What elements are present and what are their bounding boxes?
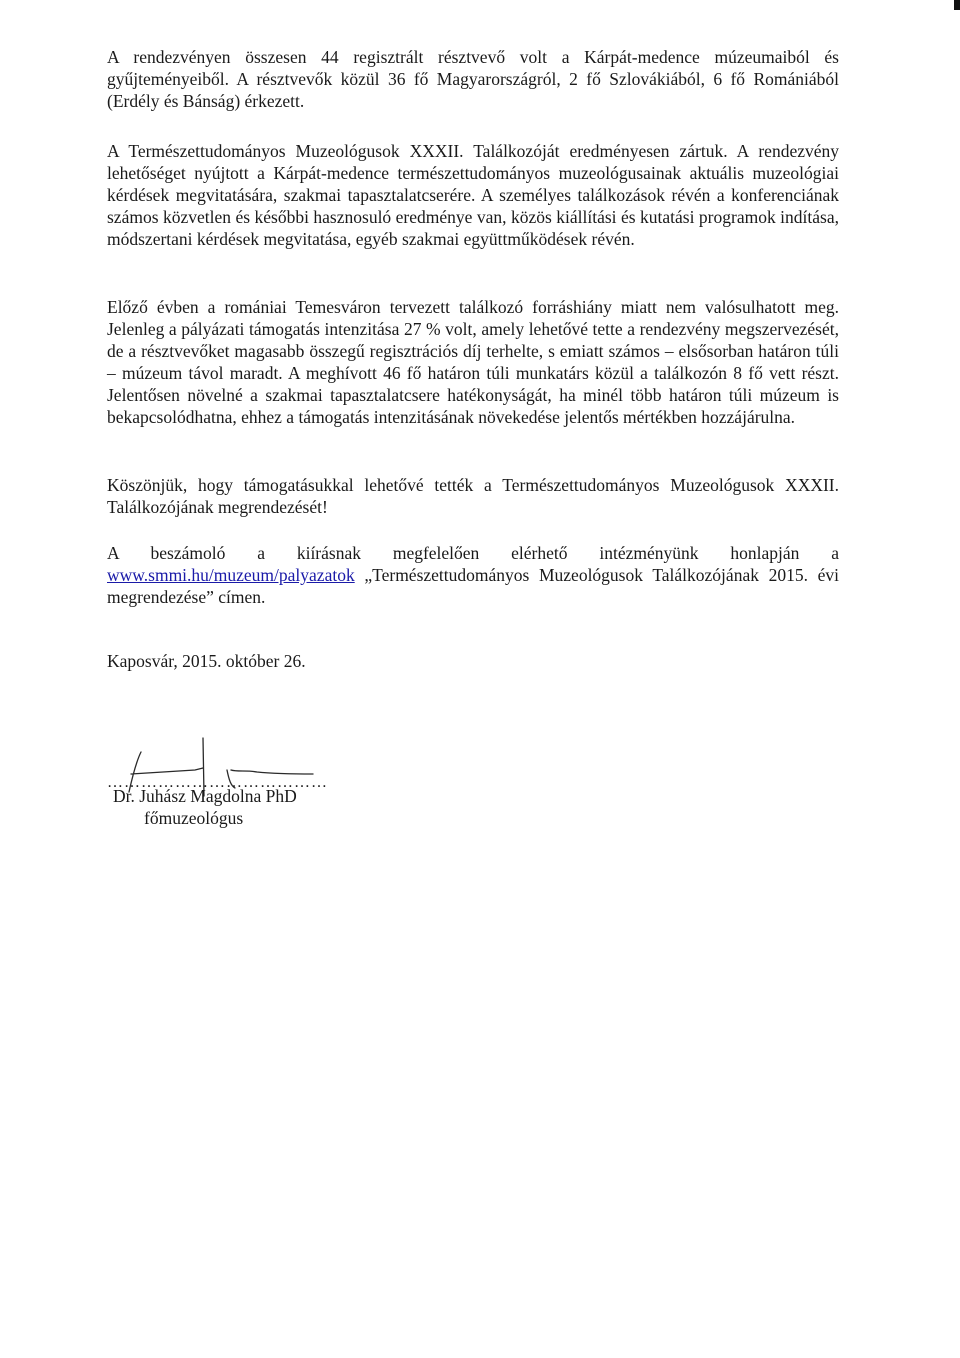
scan-corner-mark: [954, 0, 960, 10]
paragraph-meeting-summary: A Természettudományos Muzeológusok XXXII. Találkozóját eredményesen zártuk. A rendezvény lehetőséget nyújtott a Kárpát-medence természettudományos muzeológusainak aktuális muzeológiai kérdések megvitatására, szakmai tapasztalatcserére. A személyes találkozások révén a konferenciának számos közvetlen és későbbi hasznosuló eredménye van, közös kiállítási és kutatási programok indítása, módszertani kérdések megvitatása, egyéb szakmai együttműködések révén.: [107, 141, 839, 249]
signer-name: Dr. Juhász Magdolna PhD: [113, 786, 297, 806]
report-link[interactable]: www.smmi.hu/muzeum/palyazatok: [107, 565, 355, 585]
signature-block: [107, 730, 347, 840]
place-and-date: Kaposvár, 2015. október 26.: [107, 651, 306, 671]
signature-line: …………………………………: [107, 774, 328, 791]
report-text-before: A beszámoló a kiírásnak megfelelően elérhető intézményünk honlapján a: [107, 543, 839, 563]
report-text-after: „Természettudományos Muzeológusok Találkozójának 2015. évi megrendezése” címen.: [107, 565, 839, 607]
signer-title: főmuzeológus: [144, 808, 244, 828]
paragraph-participants: A rendezvényen összesen 44 regisztrált résztvevő volt a Kárpát-medence múzeumaiból és gyűjteményeiből. A résztvevők közül 36 fő Magyarországról, 2 fő Szlovákiából, 6 fő Romániából (Erdély és Bánság) érkezett.: [107, 47, 839, 111]
paragraph-report-availability: [107, 542, 839, 608]
paragraph-funding: Előző évben a romániai Temesváron tervezett találkozó forráshiány miatt nem valósulhatott meg. Jelenleg a pályázati támogatás intenzitása 27 % volt, amely lehetővé tette a rendezvény megszervezését, de a résztvevőket magasabb összegű regisztrációs díj terhelte, s emiatt számos – elsősorban határon túli – múzeum távol maradt. A meghívott 46 fő határon túli munkatárs közül a találkozón 8 fő vett részt. Jelentősen növelné a szakmai tapasztalatcsere hatékonyságát, ha minél több határon túli múzeum is bekapcsolódhatna, ehhez a támogatás intenzitásának növekedése jelentős mértékben hozzájárulna.: [107, 297, 839, 427]
paragraph-thanks: Köszönjük, hogy támogatásukkal lehetővé tették a Természettudományos Muzeológusok XXXII. Találkozójának megrendezését!: [107, 475, 839, 517]
